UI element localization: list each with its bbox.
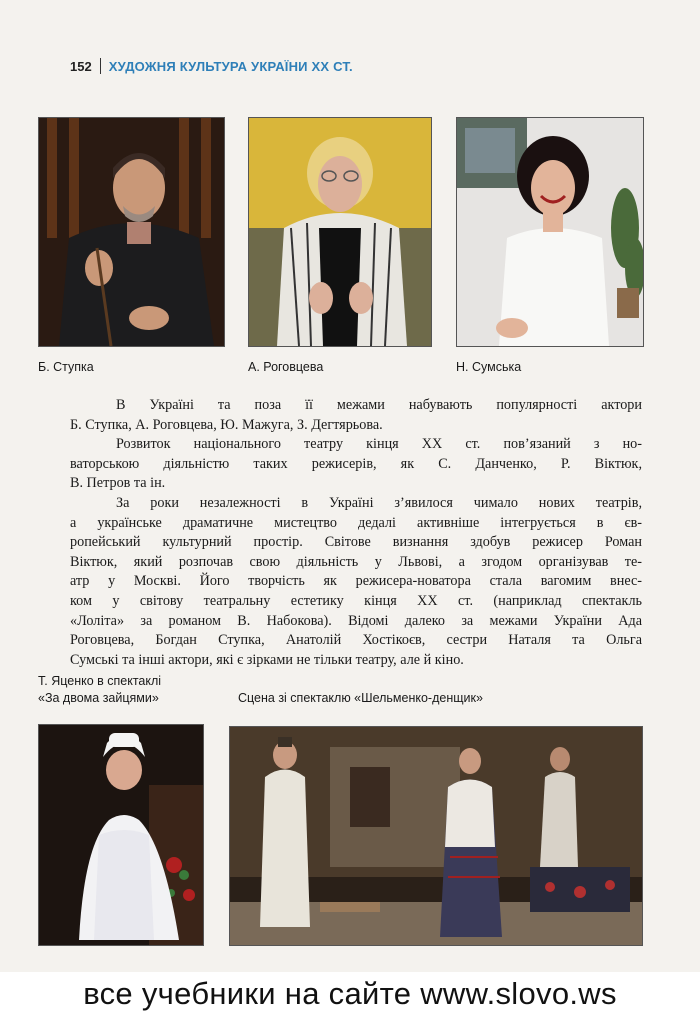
paragraph-2 [70,435,642,494]
section-title: ХУДОЖНЯ КУЛЬТУРА УКРАЇНИ ХХ СТ. [108,58,353,74]
text-line: атр у Москві. Його творчість як режисера-новатора стала вагомим внес- [70,573,642,590]
text-line: Віктюк, який розпочав свою діяльність у Львові, а згодом організував те- [70,553,642,570]
page-number: 152 [70,58,92,74]
text-line: а українське драматичне мистецтво дедалі активніше інтегрується в єв- [70,514,642,531]
photo-yatsenko [38,724,204,946]
caption-yatsenko-line2: «За двома зайцями» [38,691,159,705]
photo-sumska [456,117,644,347]
text-line: ваторською діяльністю таких режисерів, як С. Данченко, Р. Віктюк, [70,455,642,472]
text-line: В. Петров та ін. [70,475,166,492]
text-line: Роговцева, Богдан Ступка, Анатолій Хостікоєв, сестри Наталя та Ольга [70,632,642,649]
text-line: ком у світову театральну естетику кінця ХХ ст. (наприклад спектакль [70,592,642,609]
body-text [70,396,642,670]
page-header [70,58,353,74]
text-line: Розвиток національного театру кінця ХХ ст. пов’язаний з но- [116,436,642,453]
text-line: «Лоліта» за романом В. Набокова). Відомі далеко за межами України Ада [70,612,642,629]
text-line: ропейський культурний простір. Світове визнання здобув режисер Роман [70,534,642,551]
caption-stupka: Б. Ступка [38,360,94,374]
header-divider [100,58,101,74]
caption-yatsenko [38,673,161,707]
text-line: Б. Ступка, А. Роговцева, Ю. Мажуга, З. Дегтярьова. [70,416,383,433]
photo-rogovtseva [248,117,432,347]
photo-stupka [38,117,225,347]
caption-sumska: Н. Сумська [456,360,522,374]
caption-yatsenko-line1: Т. Яценко в спектаклі [38,674,162,688]
photo-shelmenko [229,726,643,946]
text-line: В Україні та поза її межами набувають популярності актори [116,397,642,413]
site-footer-banner: все учебники на сайте www.slovo.ws [0,972,700,1015]
text-line: Сумські та інші актори, які є зірками не тільки театру, але й кіно. [70,651,464,668]
text-line: За роки незалежності в Україні з’явилося чимало нових театрів, [116,494,642,511]
caption-rogovtseva: А. Роговцева [248,360,324,374]
caption-shelmenko: Сцена зі спектаклю «Шельменко-денщик» [238,691,483,705]
paragraph-1 [70,396,642,435]
paragraph-3 [70,494,642,670]
